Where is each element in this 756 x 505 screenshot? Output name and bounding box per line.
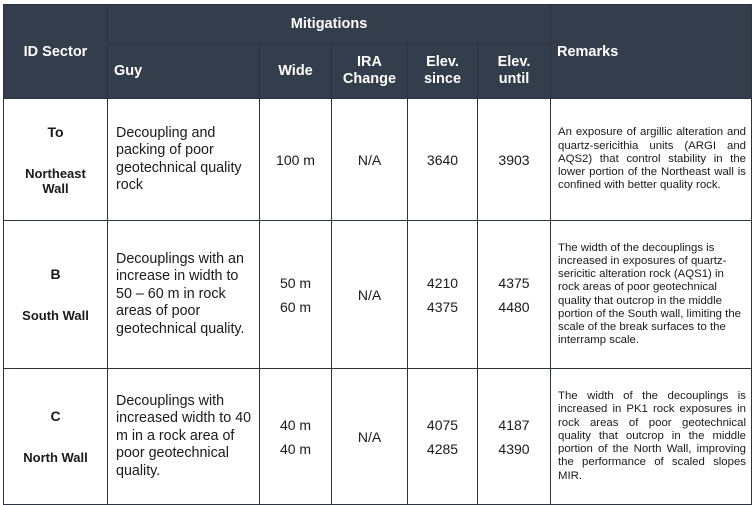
header-elev-until [478, 44, 551, 99]
wide-cell [260, 369, 332, 505]
header-guy: Guy [108, 44, 260, 99]
wide-cell [260, 221, 332, 369]
elev-since-cell [408, 221, 478, 369]
elev-since-cell [408, 99, 478, 221]
ira-cell: N/A [332, 221, 408, 369]
elev-until-value: 4187 [498, 416, 530, 433]
table-row [4, 369, 752, 505]
sector-cell [4, 221, 108, 369]
mitigations-table [3, 4, 752, 505]
elev-until-cell [478, 99, 551, 221]
elev-until-value: 4390 [498, 440, 530, 457]
header-id-sector: ID Sector [4, 5, 108, 99]
elev-since-cell [408, 369, 478, 505]
guy-cell: Decouplings with increased width to 40 m in a rock area of poor geotechnical quality. [108, 369, 260, 505]
remarks-cell: The width of the decouplings is increased in PK1 rock exposures in rock areas of poor geotechnical quality that outcrop in the middle portion of the North Wall, improving the performance of scaled slopes MIR. [551, 369, 752, 505]
wide-value: 60 m [279, 298, 312, 315]
header-wide: Wide [260, 44, 332, 99]
sector-wall: South Wall [22, 308, 89, 323]
header-elev-until-line1: Elev. [497, 54, 531, 70]
header-elev-since-line1: Elev. [426, 54, 459, 70]
elev-since-value: 3640 [426, 151, 459, 168]
wide-value: 40 m [279, 440, 312, 457]
elev-since-value: 4285 [426, 440, 459, 457]
header-mitigations: Mitigations [108, 5, 551, 44]
wide-value: 50 m [279, 274, 312, 291]
header-remarks: Remarks [551, 5, 752, 99]
header-ira-line2: Change [342, 71, 397, 87]
remarks-cell: The width of the decouplings is increased in exposures of quartz-sericitic alteration rock (AQS1) in rock areas of poor geotechnical quality that outcrop in the middle portion of the South wall, limiting the scale of the break surfaces to the interramp scale. [551, 221, 752, 369]
sector-code: B [50, 266, 61, 282]
header-ira-change [332, 44, 408, 99]
elev-since-value: 4075 [426, 416, 459, 433]
elev-until-value: 3903 [498, 151, 530, 168]
elev-until-value: 4375 [498, 274, 530, 291]
wide-cell [260, 99, 332, 221]
header-elev-since-line2: since [423, 71, 462, 87]
header-elev-since [408, 44, 478, 99]
sector-wall: North Wall [23, 450, 88, 465]
header-ira-line1: IRA [357, 54, 382, 70]
sector-cell [4, 99, 108, 221]
sector-cell [4, 369, 108, 505]
wide-value: 100 m [276, 151, 315, 168]
elev-until-cell [478, 369, 551, 505]
remarks-cell: An exposure of argillic alteration and quartz-sericithia units (ARGI and AQS2) that control stability in the lower portion of the Northeast wall is confined with better quality rock. [551, 99, 752, 221]
elev-until-value: 4480 [498, 298, 530, 315]
table-row [4, 99, 752, 221]
sector-code: To [47, 123, 64, 140]
guy-cell: Decouplings with an increase in width to 50 – 60 m in rock areas of poor geotechnical quality. [108, 221, 260, 369]
sector-code: C [50, 408, 61, 424]
ira-cell: N/A [332, 99, 408, 221]
elev-until-cell [478, 221, 551, 369]
ira-cell: N/A [332, 369, 408, 505]
elev-since-value: 4210 [426, 274, 459, 291]
sector-wall: Northeast Wall [25, 165, 86, 196]
header-elev-until-line2: until [498, 71, 530, 87]
guy-cell: Decoupling and packing of poor geotechnical quality rock [108, 99, 260, 221]
elev-since-value: 4375 [426, 298, 459, 315]
table-row [4, 221, 752, 369]
wide-value: 40 m [279, 416, 312, 433]
